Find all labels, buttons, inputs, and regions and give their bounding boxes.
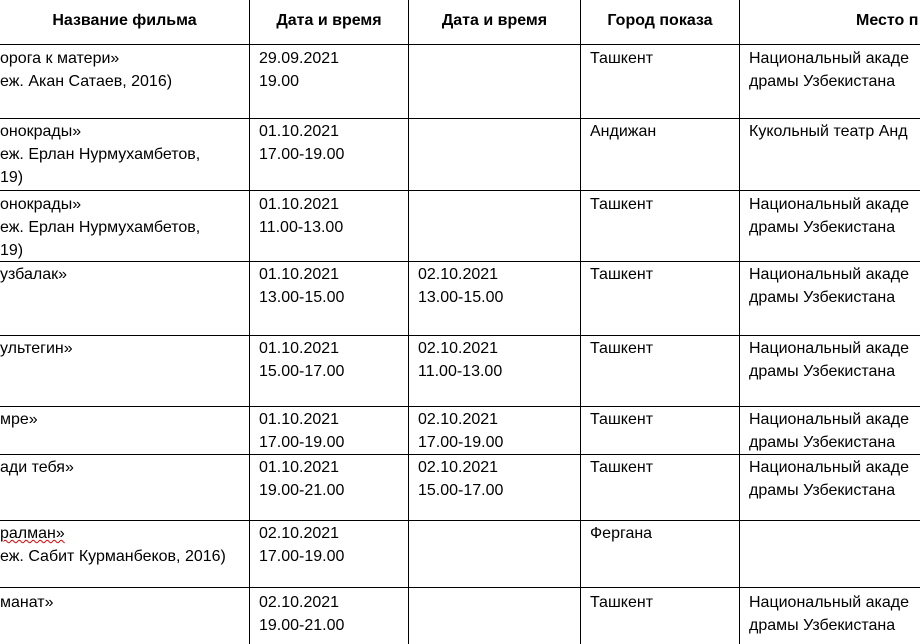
- film-title: онокрады»: [0, 196, 82, 213]
- film-title: ади тебя»: [0, 459, 74, 476]
- time-value: 17.00-19.00: [259, 434, 345, 451]
- date-value: 01.10.2021: [259, 196, 340, 213]
- row-divider: [0, 335, 920, 336]
- film-cell: [0, 408, 248, 431]
- film-cell: [0, 193, 248, 262]
- venue-line: драмы Узбекистана: [749, 289, 896, 306]
- time-value: 11.00-13.00: [259, 219, 344, 236]
- date-cell-2: [418, 263, 503, 309]
- venue-line: Национальный акаде: [749, 411, 909, 428]
- film-cell: [0, 263, 248, 286]
- row-divider: [0, 454, 920, 455]
- time-value: 17.00-19.00: [259, 146, 345, 163]
- date-value: 01.10.2021: [259, 459, 340, 476]
- date-cell-2: [418, 337, 502, 383]
- column-divider: [739, 0, 740, 644]
- venue-line: Национальный акаде: [749, 594, 909, 611]
- date-cell: [259, 337, 344, 383]
- venue-line: Национальный акаде: [749, 50, 909, 67]
- time-value: 17.00-19.00: [418, 434, 504, 451]
- date-value: 01.10.2021: [259, 411, 340, 428]
- film-title: ультегин»: [0, 340, 73, 357]
- column-divider: [249, 0, 250, 644]
- venue-line: драмы Узбекистана: [749, 73, 896, 90]
- row-divider: [0, 520, 920, 521]
- date-cell: [259, 120, 344, 166]
- header-city: Город показа: [607, 12, 713, 29]
- venue-line: Национальный акаде: [749, 459, 909, 476]
- row-divider: [0, 406, 920, 407]
- city-cell: Ташкент: [590, 266, 654, 283]
- row-divider: [0, 118, 920, 119]
- film-title-text: ралман»: [0, 525, 65, 542]
- date-value: 02.10.2021: [259, 525, 340, 542]
- date-value: 01.10.2021: [259, 340, 340, 357]
- venue-cell: [749, 591, 909, 637]
- header-venue: Место п: [856, 12, 919, 29]
- venue-line: драмы Узбекистана: [749, 434, 896, 451]
- city-cell: Ташкент: [590, 50, 654, 67]
- film-cell: [0, 120, 248, 189]
- date-cell: [259, 193, 343, 239]
- film-title: орога к матери»: [0, 50, 120, 67]
- header-date-2: Дата и время: [441, 12, 548, 29]
- film-cell: [0, 456, 248, 479]
- date-cell: [259, 522, 344, 568]
- city-cell: Фергана: [590, 525, 653, 542]
- row-divider: [0, 587, 920, 588]
- column-divider: [408, 0, 409, 644]
- film-cell: [0, 522, 248, 568]
- time-value: 11.00-13.00: [418, 363, 503, 380]
- city-cell: Ташкент: [590, 196, 654, 213]
- film-credit: 19): [0, 169, 24, 186]
- column-divider: [580, 0, 581, 644]
- date-value: 02.10.2021: [418, 411, 499, 428]
- film-cell: [0, 591, 248, 614]
- film-credit: еж. Ерлан Нурмухамбетов,: [0, 219, 201, 236]
- date-value: 01.10.2021: [259, 266, 340, 283]
- date-value: 02.10.2021: [418, 266, 499, 283]
- time-value: 13.00-15.00: [259, 289, 345, 306]
- film-title: [0, 522, 248, 545]
- film-title: онокрады»: [0, 123, 82, 140]
- film-cell: [0, 337, 248, 360]
- date-value: 02.10.2021: [259, 594, 340, 611]
- date-cell: [259, 263, 344, 309]
- venue-cell: [749, 47, 909, 93]
- header-date-1: Дата и время: [276, 12, 382, 29]
- row-divider: [0, 44, 920, 45]
- venue-cell: [749, 456, 909, 502]
- film-title: мре»: [0, 411, 38, 428]
- time-value: 15.00-17.00: [418, 482, 504, 499]
- venue-line: Кукольный театр Анд: [749, 123, 908, 140]
- venue-cell: [749, 263, 909, 309]
- time-value: 17.00-19.00: [259, 548, 345, 565]
- film-credit: 19): [0, 242, 24, 259]
- venue-line: драмы Узбекистана: [749, 482, 896, 499]
- time-value: 19.00-21.00: [259, 482, 345, 499]
- film-credit: еж. Сабит Курманбеков, 2016): [0, 548, 226, 565]
- time-value: 15.00-17.00: [259, 363, 345, 380]
- venue-line: драмы Узбекистана: [749, 363, 896, 380]
- venue-line: драмы Узбекистана: [749, 617, 896, 634]
- city-cell: Андижан: [590, 123, 657, 140]
- date-cell: [259, 47, 339, 93]
- city-cell: Ташкент: [590, 340, 654, 357]
- venue-line: драмы Узбекистана: [749, 219, 896, 236]
- date-cell: [259, 456, 344, 502]
- date-cell: [259, 591, 344, 637]
- venue-line: Национальный акаде: [749, 340, 909, 357]
- row-divider: [0, 190, 920, 191]
- film-credit: еж. Ерлан Нурмухамбетов,: [0, 146, 201, 163]
- date-value: 29.09.2021: [259, 50, 340, 67]
- time-value: 19.00-21.00: [259, 617, 345, 634]
- date-value: 01.10.2021: [259, 123, 340, 140]
- venue-cell: [749, 120, 908, 143]
- date-cell-2: [418, 408, 503, 454]
- date-value: 02.10.2021: [418, 459, 499, 476]
- header-film: Название фильма: [52, 12, 197, 29]
- venue-cell: [749, 193, 909, 239]
- city-cell: Ташкент: [590, 594, 654, 611]
- date-value: 02.10.2021: [418, 340, 499, 357]
- time-value: 13.00-15.00: [418, 289, 504, 306]
- city-cell: Ташкент: [590, 459, 654, 476]
- film-cell: [0, 47, 248, 93]
- venue-line: Национальный акаде: [749, 196, 909, 213]
- venue-cell: [749, 408, 909, 454]
- date-cell-2: [418, 456, 503, 502]
- film-title: манат»: [0, 594, 54, 611]
- date-cell: [259, 408, 344, 454]
- city-cell: Ташкент: [590, 411, 654, 428]
- venue-line: Национальный акаде: [749, 266, 909, 283]
- film-credit: еж. Акан Сатаев, 2016): [0, 73, 173, 90]
- venue-cell: [749, 337, 909, 383]
- film-title: узбалак»: [0, 266, 67, 283]
- time-value: 19.00: [259, 73, 300, 90]
